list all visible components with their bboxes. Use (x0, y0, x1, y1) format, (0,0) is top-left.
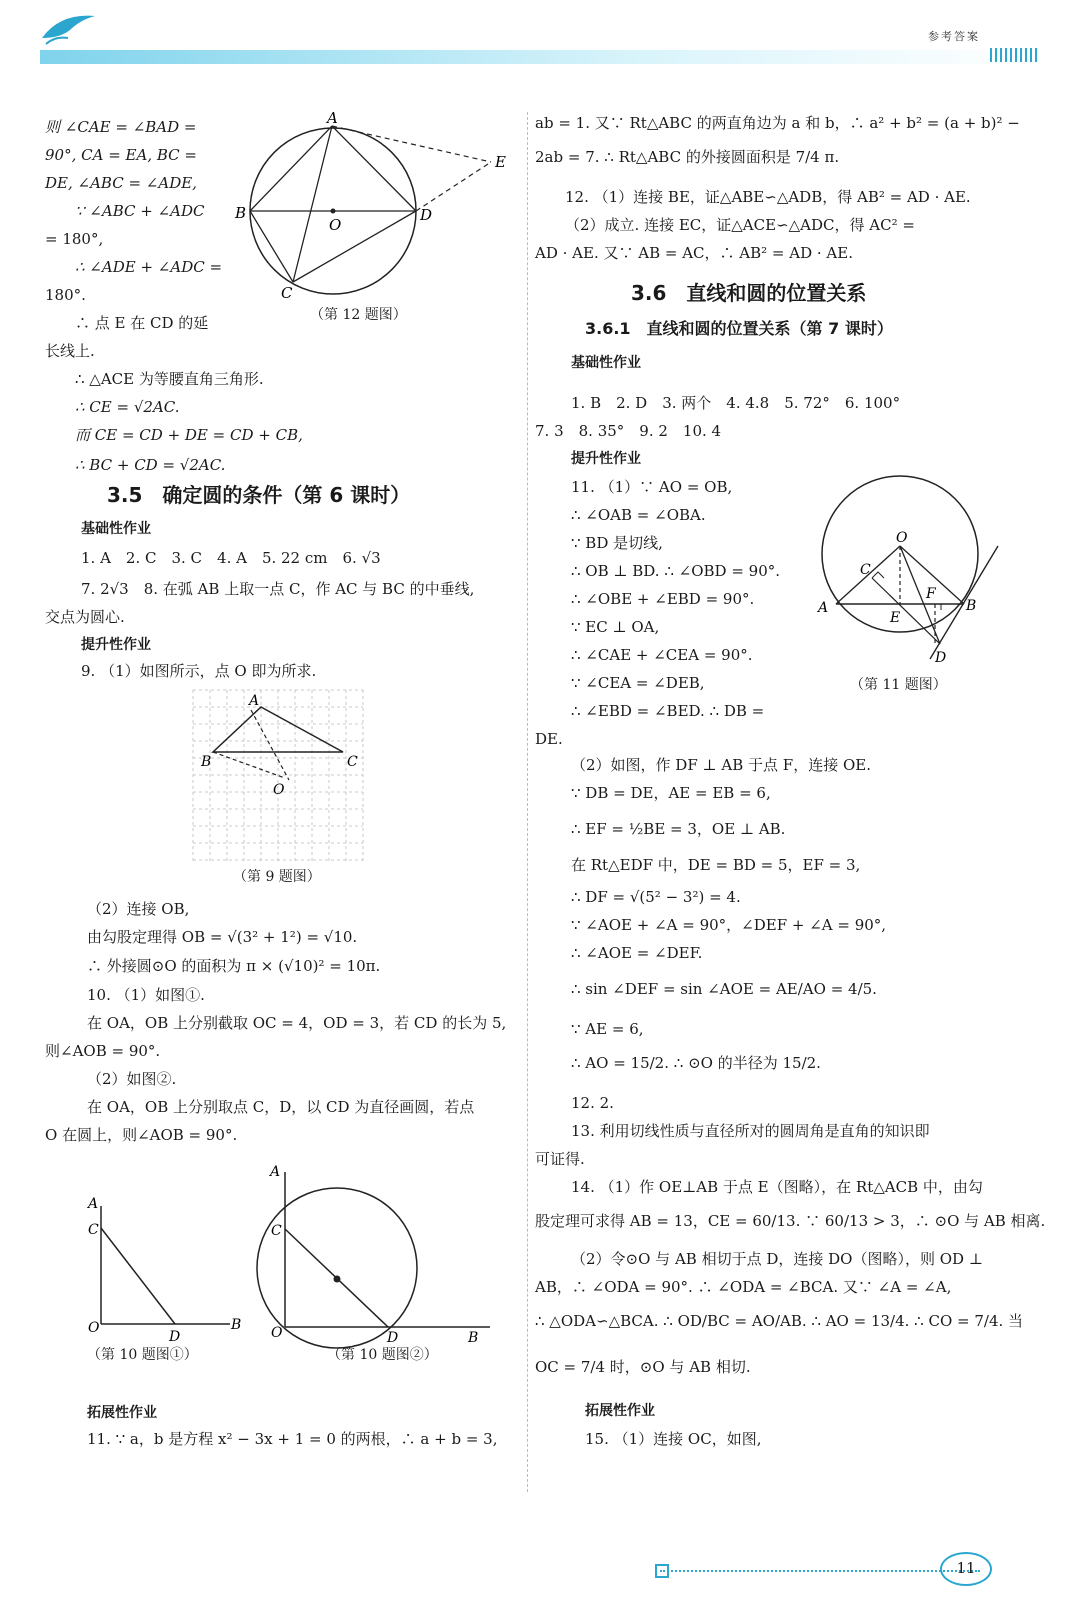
label-A: A (270, 1164, 281, 1180)
label-D: D (420, 206, 433, 224)
page-number: 11 (940, 1552, 992, 1586)
text-line: 则 ∠CAE = ∠BAD = (45, 118, 197, 136)
text-line: ∵ AE = 6, (571, 1020, 644, 1038)
label-A: A (88, 1196, 99, 1212)
text-line: ∴ BC + CD = √2AC. (75, 456, 226, 474)
text-line: 14. （1）作 OE⊥AB 于点 E（图略），在 Rt△ACB 中，由勾 (571, 1178, 983, 1196)
text-line: ∴ ∠OBE + ∠EBD = 90°. (571, 590, 755, 608)
figure-9-caption: （第 9 题图） (233, 869, 321, 885)
text-line: 在 Rt△EDF 中，DE = BD = 5，EF = 3, (571, 856, 861, 874)
text-line: 11. （1）∵ AO = OB, (571, 478, 733, 496)
text-line: ∴ sin ∠DEF = sin ∠AOE = AE/AO = 4/5. (571, 980, 877, 998)
label-B: B (231, 1317, 242, 1333)
text-line: 11. ∵ a，b 是方程 x² − 3x + 1 = 0 的两根，∴ a + b = 3, (87, 1430, 498, 1448)
label-B: B (201, 754, 212, 770)
text-line: ∴ ∠EBD = ∠BED. ∴ DB = (571, 702, 765, 720)
text-line: DE, ∠ABC = ∠ADE, (45, 174, 197, 192)
label-D: D (935, 650, 947, 666)
label-O: O (896, 530, 908, 546)
basic-homework-label: 基础性作业 (81, 521, 151, 537)
text-line: 则∠AOB = 90°. (45, 1042, 161, 1060)
text-line: ∴ OB ⊥ BD. ∴ ∠OBD = 90°. (571, 562, 781, 580)
label-A: A (327, 109, 338, 127)
label-C: C (88, 1222, 99, 1238)
label-O: O (271, 1325, 283, 1341)
extension-homework-label: 拓展性作业 (87, 1405, 157, 1421)
text-line: （2）如图，作 DF ⊥ AB 于点 F，连接 OE. (571, 756, 871, 774)
figure-10-1 (85, 1194, 245, 1345)
text-line: 1. A 2. C 3. C 4. A 5. 22 cm 6. √3 (81, 549, 381, 567)
column-divider (527, 112, 528, 1492)
advanced-homework-label: 提升性作业 (571, 451, 641, 467)
footer-dotted-rule (660, 1570, 980, 1572)
label-O: O (88, 1320, 100, 1336)
text-line: 9. （1）如图所示，点 O 即为所求. (81, 662, 317, 680)
figure-11 (800, 474, 1005, 669)
label-E: E (495, 153, 506, 171)
text-line: ∴ AO = 15/2. ∴ ⊙O 的半径为 15/2. (571, 1054, 821, 1072)
label-C: C (271, 1223, 282, 1239)
text-line: ∴ DF = √(5² − 3²) = 4. (571, 888, 741, 906)
figure-11-caption: （第 11 题图） (850, 677, 947, 693)
label-D: D (387, 1330, 399, 1346)
text-line: ∵ BD 是切线, (571, 534, 663, 552)
label-O: O (273, 782, 285, 798)
text-line: 股定理可求得 AB = 13，CE = 60/13. ∵ 60/13 > 3，∴ ⊙O 与 AB 相离. (535, 1212, 1046, 1230)
basic-homework-label: 基础性作业 (571, 355, 641, 371)
text-line: 7. 3 8. 35° 9. 2 10. 4 (535, 422, 722, 440)
text-line: ∴ ∠ADE + ∠ADC = (75, 258, 223, 276)
label-E: E (890, 610, 901, 626)
label-D: D (169, 1329, 181, 1345)
header-ticks (990, 48, 1040, 62)
text-line: 10. （1）如图①. (87, 986, 205, 1004)
header-band (40, 50, 1040, 64)
figure-10-2 (260, 1162, 495, 1346)
label-C: C (860, 562, 871, 578)
subsection-3-6-1-title: 3.6.1 直线和圆的位置关系（第 7 课时） (585, 319, 893, 338)
label-B: B (235, 204, 247, 222)
text-line: ∴ EF = ½BE = 3，OE ⊥ AB. (571, 820, 786, 838)
text-line: 长线上. (45, 342, 95, 360)
text-line: ∵ ∠CEA = ∠DEB, (571, 674, 705, 692)
text-line: 可证得. (535, 1150, 585, 1168)
text-line: ∵ ∠ABC + ∠ADC (75, 202, 205, 220)
label-O: O (329, 216, 342, 234)
page-header (0, 0, 1085, 72)
extension-homework-label: 拓展性作业 (585, 1403, 655, 1419)
advanced-homework-label: 提升性作业 (81, 637, 151, 653)
text-line: 而 CE = CD + DE = CD + CB, (75, 426, 303, 444)
text-line: 12. 2. (571, 1094, 614, 1112)
section-3-5-title: 3.5 确定圆的条件（第 6 课时） (107, 483, 411, 507)
text-line: ∴ △ACE 为等腰直角三角形. (75, 370, 264, 388)
text-line: 7. 2√3 8. 在弧 AB 上取一点 C，作 AC 与 BC 的中垂线, (81, 580, 475, 598)
wave-logo-icon (40, 8, 110, 48)
text-line: 12. （1）连接 BE，证△ABE∽△ADB，得 AB² = AD · AE. (565, 188, 971, 206)
header-title: 参考答案 (928, 30, 980, 43)
text-line: AB，∴ ∠ODA = 90°. ∴ ∠ODA = ∠BCA. 又∵ ∠A = ∠A, (535, 1278, 952, 1296)
text-line: ∴ △ODA∽△BCA. ∴ OD/BC = AO/AB. ∴ AO = 13/4. ∴ CO = 7/4. 当 (535, 1312, 1024, 1330)
text-line: 交点为圆心. (45, 608, 125, 626)
text-line: OC = 7/4 时，⊙O 与 AB 相切. (535, 1358, 751, 1376)
text-line: ∴ ∠OAB = ∠OBA. (571, 506, 706, 524)
text-line: DE. (535, 730, 563, 748)
text-line: 在 OA，OB 上分别截取 OC = 4，OD = 3，若 CD 的长为 5, (87, 1014, 507, 1032)
text-line: ∴ 外接圆⊙O 的面积为 π × (√10)² = 10π. (87, 957, 381, 975)
text-line: 90°, CA = EA, BC = (45, 146, 197, 164)
text-line: O 在圆上，则∠AOB = 90°. (45, 1126, 238, 1144)
text-line: ∵ ∠AOE + ∠A = 90°，∠DEF + ∠A = 90°, (571, 916, 887, 934)
label-B: B (966, 598, 977, 614)
text-line: ∵ DB = DE，AE = EB = 6, (571, 784, 771, 802)
label-A: A (818, 600, 829, 616)
text-line: 180°. (45, 286, 86, 304)
text-line: 在 OA，OB 上分别取点 C，D，以 CD 为直径画圆，若点 (87, 1098, 475, 1116)
text-line: 由勾股定理得 OB = √(3² + 1²) = √10. (87, 928, 358, 946)
label-A: A (249, 693, 260, 709)
label-F: F (926, 586, 936, 602)
text-line: = 180°, (45, 230, 104, 248)
text-line: 15. （1）连接 OC，如图, (585, 1430, 762, 1448)
figure-12-caption: （第 12 题图） (310, 307, 407, 323)
text-line: ab = 1. 又∵ Rt△ABC 的两直角边为 a 和 b，∴ a² + b² = (a + b)² − (535, 114, 1020, 132)
figure-9 (193, 690, 368, 864)
text-line: 1. B 2. D 3. 两个 4. 4.8 5. 72° 6. 100° (571, 394, 901, 412)
text-line: ∴ 点 E 在 CD 的延 (75, 314, 209, 332)
figure-10-2-caption: （第 10 题图②） (327, 1347, 438, 1363)
figure-10-1-caption: （第 10 题图①） (87, 1347, 198, 1363)
section-3-6-title: 3.6 直线和圆的位置关系 (631, 281, 867, 305)
text-line: 13. 利用切线性质与直径所对的圆周角是直角的知识即 (571, 1122, 930, 1140)
text-line: （2）令⊙O 与 AB 相切于点 D，连接 DO（图略），则 OD ⊥ (571, 1250, 983, 1268)
text-line: （2）如图②. (87, 1070, 177, 1088)
text-line: （2）连接 OB, (87, 900, 190, 918)
label-C: C (281, 284, 293, 302)
label-B: B (468, 1330, 479, 1346)
text-line: ∴ ∠CAE + ∠CEA = 90°. (571, 646, 753, 664)
text-line: ∴ CE = √2AC. (75, 398, 180, 416)
figure-12 (235, 109, 515, 307)
text-line: ∴ ∠AOE = ∠DEF. (571, 944, 703, 962)
text-line: 2ab = 7. ∴ Rt△ABC 的外接圆面积是 7/4 π. (535, 148, 840, 166)
text-line: ∵ EC ⊥ OA, (571, 618, 660, 636)
label-C: C (347, 754, 358, 770)
text-line: AD · AE. 又∵ AB = AC，∴ AB² = AD · AE. (535, 244, 853, 262)
text-line: （2）成立. 连接 EC，证△ACE∽△ADC，得 AC² = (565, 216, 915, 234)
